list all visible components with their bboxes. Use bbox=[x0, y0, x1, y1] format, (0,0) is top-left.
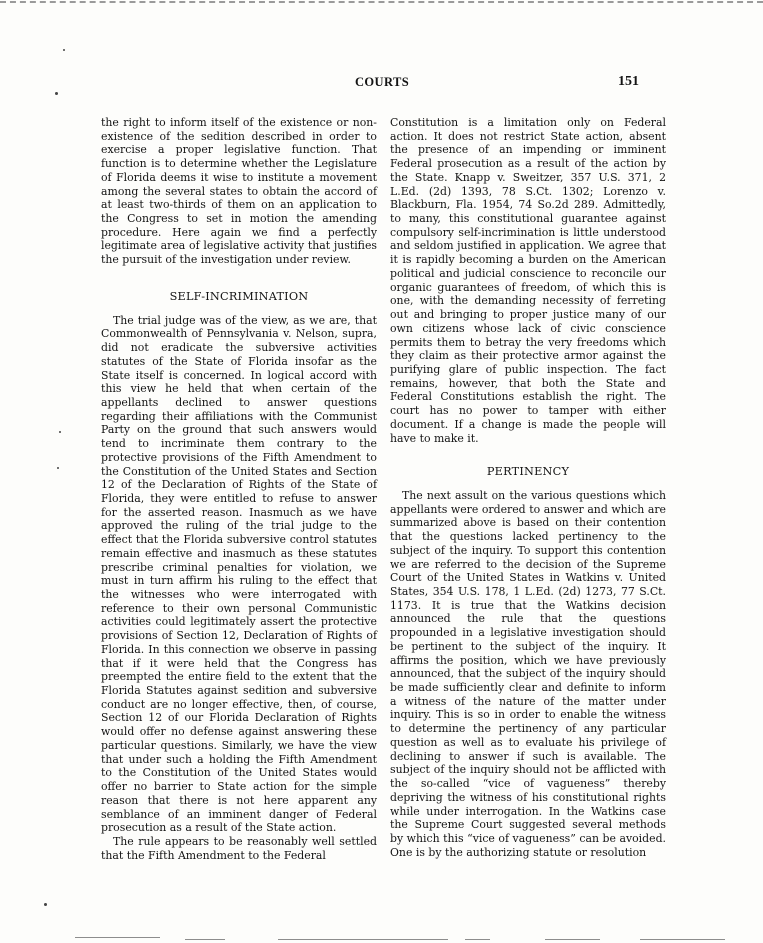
scan-bottom-mark bbox=[545, 939, 600, 940]
paragraph: The rule appears to be reasonably well settled that the Fifth Amendment to the Federal bbox=[101, 834, 377, 862]
scan-speck bbox=[57, 467, 59, 469]
scan-top-edge bbox=[0, 1, 763, 3]
page-number: 151 bbox=[618, 74, 639, 89]
right-column bbox=[390, 116, 666, 859]
scan-bottom-mark bbox=[278, 939, 448, 940]
left-column bbox=[101, 116, 377, 862]
running-head: COURTS bbox=[355, 75, 410, 89]
section-heading-pertinency: PERTINENCY bbox=[486, 465, 570, 479]
scan-bottom-mark bbox=[640, 939, 725, 940]
scan-speck bbox=[59, 431, 61, 433]
paragraph: the right to inform itself of the existence or non-existence of the sedition described in order to exercise a proper legislative function. That function is to determine whether the Legislature of Florida deems it wise to institute a movement among the several states to obtain the accord of at least two-thirds of them on an application to the Congress to set in motion the amending procedure. Here again we find a perfectly legitimate area of legislative activity that justifies the pursuit of the investigation under review. bbox=[101, 116, 377, 267]
paragraph: The trial judge was of the view, as we are, that Commonwealth of Pennsylvania v. Nelson, supra, did not eradicate the subversive activities statutes of the State of Florida insofar as the State itself is concerned. In logical accord with this view he held that when certain of the appellants declined to answer questions regarding their affiliations with the Communist Party on the ground that such answers would tend to incriminate them contrary to the protective provisions of the Fifth Amendment to the Constitution of the United States and Section 12 of the Declaration of Rights of the State of Florida, they were entitled to refuse to answer for the asserted reason. Inasmuch as we have approved the ruling of the trial judge to the effect that the Florida subversive control statutes remain effective and inasmuch as these statutes prescribe criminal penalties for violation, we must in turn affirm his ruling to the effect that the witnesses who were interrogated with reference to their own personal Communistic activities could legitimately assert the protective provisions of Section 12, Declaration of Rights of Florida. In this connection we observe in passing that if it were held that the Congress has preempted the entire field to the extent that the Florida Statutes against sedition and subversive conduct are no longer effective, then, of course, Section 12 of our Florida Declaration of Rights would offer no defense against answering these particular questions. Similarly, we have the view that under such a holding the Fifth Amendment to the Constitution of the United States would offer no barrier to State action for the simple reason that there is not here apparent any semblance of an imminent danger of Federal prosecution as a result of the State action. bbox=[101, 313, 377, 835]
scan-speck bbox=[63, 49, 65, 51]
scan-bottom-mark bbox=[185, 939, 225, 940]
scan-bottom-mark bbox=[75, 937, 160, 938]
section-heading-self-incrimination: SELF-INCRIMINATION bbox=[169, 289, 309, 303]
scan-bottom-mark bbox=[465, 939, 490, 940]
paragraph: The next assult on the various questions which appellants were ordered to answer and which are summarized above is based on their contention that the questions lacked pertinency to the subject of the inquiry. To support this contention we are referred to the decision of the Supreme Court of the United States in Watkins v. United States, 354 U.S. 178, 1 L.Ed. (2d) 1273, 77 S.Ct. 1173. It is true that the Watkins decision announced the rule that the questions propounded in a legislative investigation should be pertinent to the subject of the inquiry. It affirms the position, which we have previously announced, that the subject of the inquiry should be made sufficiently clear and definite to inform a witness of the nature of the matter under inquiry. This is so in order to enable the witness to determine the pertinency of any particular question as well as to evaluate his privilege of declining to answer if such is available. The subject of the inquiry should not be afflicted with the so-called “vice of vagueness” thereby depriving the witness of his constitutional rights while under interrogation. In the Watkins case the Supreme Court suggested several methods by which this “vice of vagueness” can be avoided. One is by the authorizing statute or resolution bbox=[390, 488, 666, 859]
scan-speck bbox=[44, 903, 47, 906]
paragraph: Constitution is a limitation only on Federal action. It does not restrict State action, absent the presence of an impending or imminent Federal prosecution as a result of the action by the State. Knapp v. Sweitzer, 357 U.S. 371, 2 L.Ed. (2d) 1393, 78 S.Ct. 1302; Lorenzo v. Blackburn, Fla. 1954, 74 So.2d 289. Admittedly, to many, this constitutional guarantee against compulsory self-incrimination is little understood and seldom justified in application. We agree that it is rapidly becoming a burden on the American political and judicial conscience to reconcile our organic guarantees of freedom, of which this is one, with the demanding necessity of ferreting out and bringing to proper justice many of our own citizens whose lack of civic conscience permits them to betray the very freedoms which they claim as their protective armor against the purifying glare of public inspection. The fact remains, however, that both the State and Federal Constitutions establish the right. The court has no power to tamper with either document. If a change is made the people will have to make it. bbox=[390, 116, 666, 445]
scan-speck bbox=[55, 92, 58, 95]
